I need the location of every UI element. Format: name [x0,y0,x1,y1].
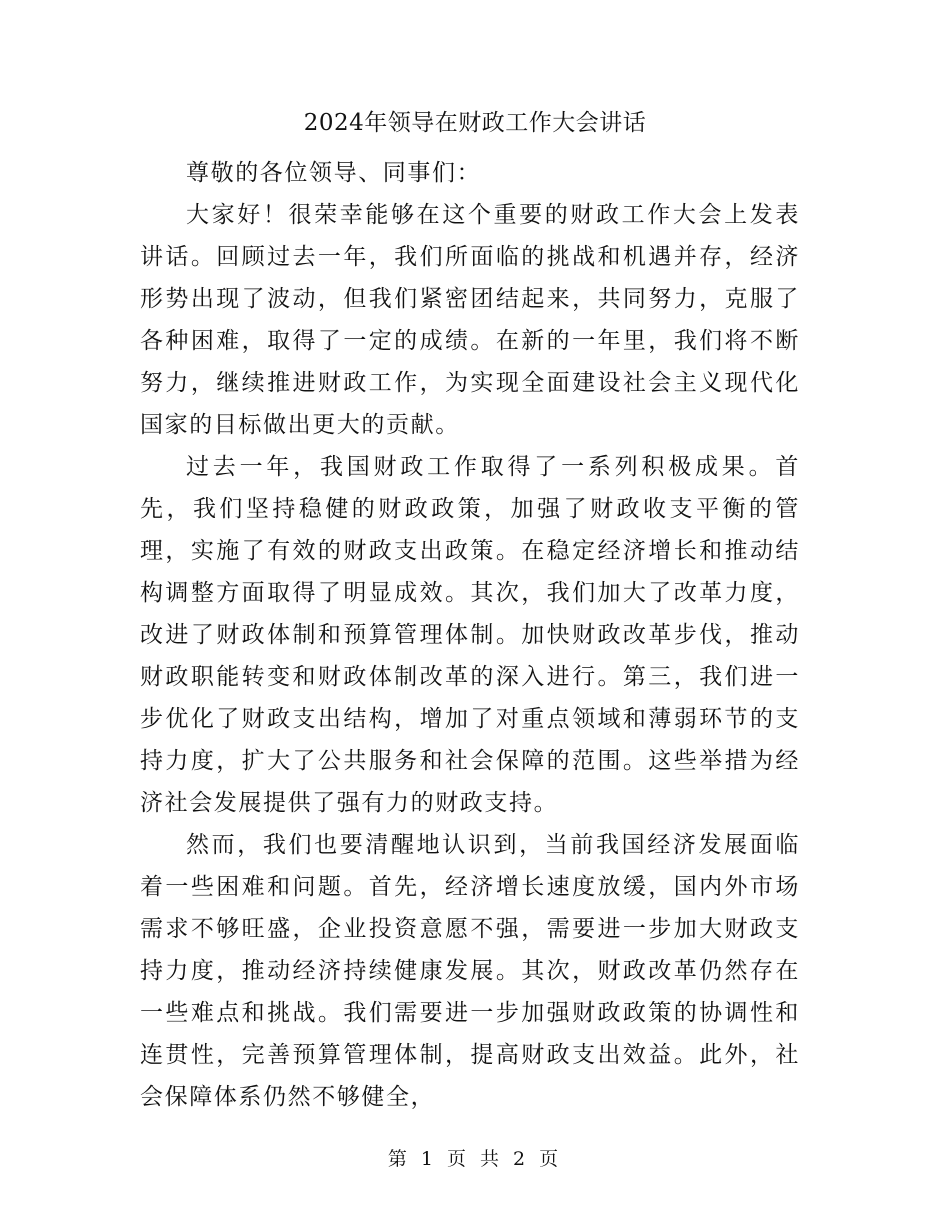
body-paragraph: 过去一年，我国财政工作取得了一系列积极成果。首先，我们坚持稳健的财政政策，加强了财政收支平衡的管理，实施了有效的财政支出政策。在稳定经济增长和推动结构调整方面取得了明显成效。其次，我们加大了改革力度，改进了财政体制和预算管理体制。加快财政改革步伐，推动财政职能转变和财政体制改革的深入进行。第三，我们进一步优化了财政支出结构，增加了对重点领域和薄弱环节的支持力度，扩大了公共服务和社会保障的范围。这些举措为经济社会发展提供了强有力的财政支持。 [140,454,800,816]
document-body [140,152,800,1118]
body-paragraph: 然而，我们也要清醒地认识到，当前我国经济发展面临着一些困难和问题。首先，经济增长速度放缓，国内外市场需求不够旺盛，企业投资意愿不强，需要进一步加大财政支持力度，推动经济持续健康发展。其次，财政改革仍然存在一些难点和挑战。我们需要进一步加强财政政策的协调性和连贯性，完善预算管理体制，提高财政支出效益。此外，社会保障体系仍然不够健全， [140,832,800,1110]
body-paragraph: 大家好！很荣幸能够在这个重要的财政工作大会上发表讲话。回顾过去一年，我们所面临的挑战和机遇并存，经济形势出现了波动，但我们紧密团结起来，共同努力，克服了各种困难，取得了一定的成绩。在新的一年里，我们将不断努力，继续推进财政工作，为实现全面建设社会主义现代化国家的目标做出更大的贡献。 [140,202,800,438]
page-number-footer: 第 1 页 共 2 页 [387,1148,563,1170]
document-title: 2024年领导在财政工作大会讲话 [303,110,647,136]
greeting-paragraph: 尊敬的各位领导、同事们： [186,160,482,186]
